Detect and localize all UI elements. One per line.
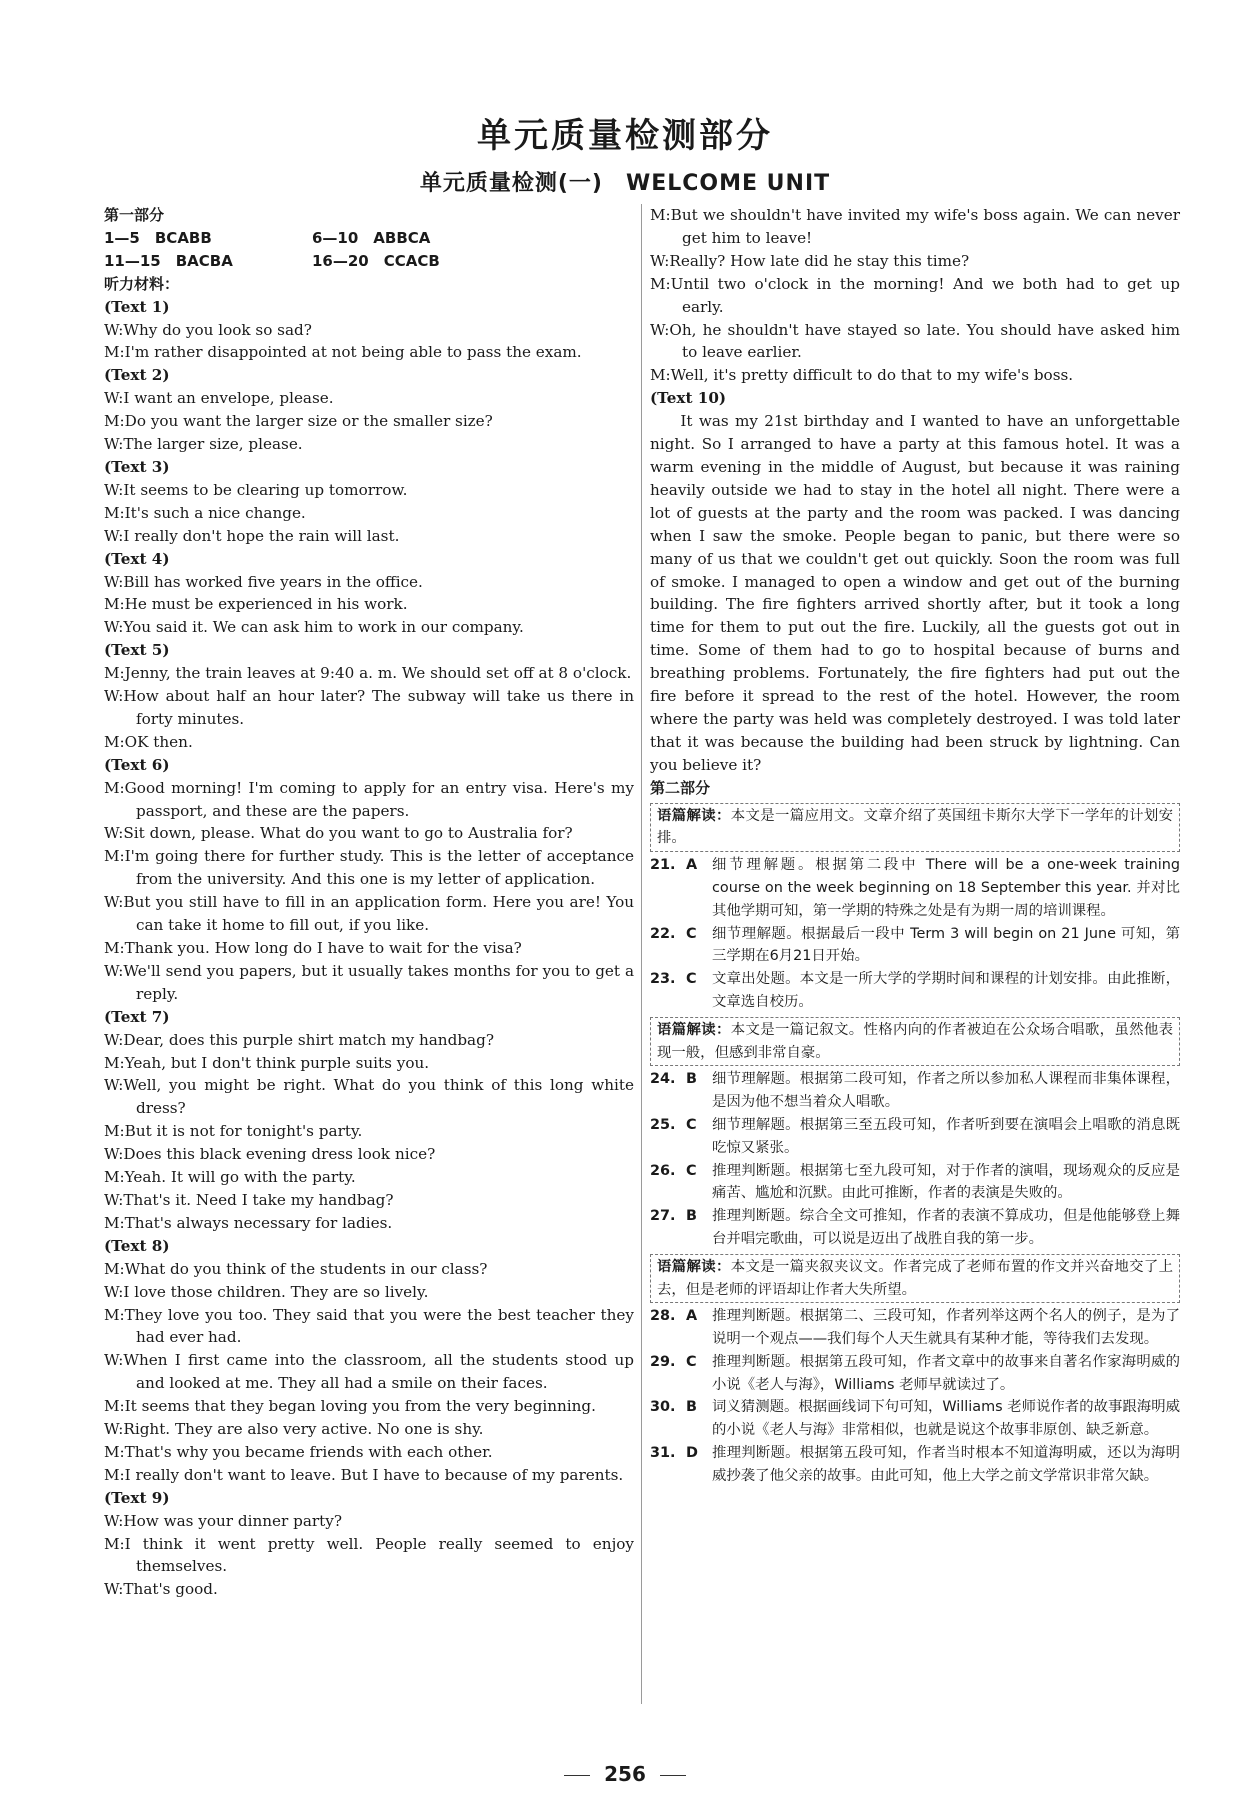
explanation: 词义猜测题。根据画线词下句可知，Williams 老师说作者的故事跟海明威的小说《老人与海》非常相似，也就是说这个故事非原创、缺乏新意。 <box>712 1399 1180 1439</box>
text-label: (Text 2) <box>104 366 170 385</box>
dialogue-line: M:It's such a nice change. <box>104 503 306 522</box>
summary-text: 本文是一篇夹叙夹议文。作者完成了老师布置的作文并兴奋地交了上去，但是老师的评语却让作者大失所望。 <box>657 1258 1173 1298</box>
page-number <box>0 1762 1250 1786</box>
dialogue-line: W:How about half an hour later? The subway will take us there in forty minutes. <box>104 687 634 728</box>
text-label: (Text 1) <box>104 297 170 316</box>
dialogue-line: W:How was your dinner party? <box>104 1511 342 1530</box>
dialogue-line: W:The larger size, please. <box>104 435 303 454</box>
dialogue-line: W:Really? How late did he stay this time? <box>650 251 970 270</box>
page-title: 单元质量检测部分 <box>477 116 773 156</box>
summary-text: 本文是一篇应用文。文章介绍了英国纽卡斯尔大学下一学年的计划安排。 <box>657 807 1173 847</box>
answer-letter: C <box>686 971 697 988</box>
question-number: 23. <box>650 971 676 988</box>
page-number-dash <box>564 1775 590 1776</box>
question-number: 27. <box>650 1208 676 1225</box>
answer-item <box>650 1160 1180 1206</box>
answer-item <box>650 923 1180 969</box>
question-number: 26. <box>650 1162 676 1179</box>
dialogue-line: W:I want an envelope, please. <box>104 389 334 408</box>
explanation: 文章出处题。本文是一所大学的学期时间和课程的计划安排。由此推断，文章选自校历。 <box>712 971 1180 1010</box>
dialogue-line: M:Good morning! I'm coming to apply for an entry visa. Here's my passport, and these are the papers. <box>104 778 634 820</box>
dialogue-line: M:OK then. <box>104 732 193 751</box>
dialogue-line: W:Dear, does this purple shirt match my handbag? <box>104 1030 494 1049</box>
text-label: (Text 4) <box>104 549 170 568</box>
dialogue-line: W:Does this black evening dress look nice? <box>104 1145 436 1164</box>
text-label: (Text 5) <box>104 641 170 660</box>
explanation: 细节理解题。根据第二段中 There will be a one-week training course on the week beginning on 18 September this year. 并对比其他学期可知，第一学期的特殊之处是有为期一周的培训课程。 <box>712 857 1180 919</box>
column-divider <box>641 204 642 1704</box>
answer-letter: D <box>686 1445 698 1462</box>
summary-label: 语篇解读： <box>657 1021 731 1038</box>
answer-letter: C <box>686 1116 697 1133</box>
dialogue-line: M:But we shouldn't have invited my wife's boss again. We can never get him to leave! <box>650 206 1180 247</box>
text-label: (Text 7) <box>104 1007 170 1026</box>
dialogue-line: W:I love those children. They are so lively. <box>104 1282 429 1301</box>
text-label: (Text 8) <box>104 1236 170 1255</box>
dialogue-line: M:What do you think of the students in our class? <box>104 1259 488 1278</box>
answer-item <box>650 1305 1180 1351</box>
text-label: (Text 9) <box>104 1488 170 1507</box>
explanation: 推理判断题。根据第五段可知，作者文章中的故事来自著名作家海明威的小说《老人与海》，Williams 老师早就读过了。 <box>712 1353 1180 1393</box>
answer-item <box>650 968 1180 1014</box>
dialogue-line: M:I'm rather disappointed at not being able to pass the exam. <box>104 343 582 362</box>
dialogue-line: M:It seems that they began loving you from the very beginning. <box>104 1397 596 1416</box>
page-number-dash <box>660 1775 686 1776</box>
answer-item <box>650 1068 1180 1114</box>
answer-letter: A <box>686 857 698 874</box>
answer-key: 1—5 BCABB <box>104 228 212 247</box>
explanation: 推理判断题。根据第二、三段可知，作者列举这两个名人的例子，是为了说明一个观点——我们每个人天生就具有某种才能，等待我们去发现。 <box>712 1308 1180 1348</box>
dialogue-line: M:Thank you. How long do I have to wait for the visa? <box>104 939 522 957</box>
dialogue-line: M:They love you too. They said that you were the best teacher they had ever had. <box>104 1305 634 1347</box>
answer-letter: B <box>686 1071 697 1088</box>
answer-key: 16—20 CCACB <box>312 251 440 270</box>
dialogue-line: W:Why do you look so sad? <box>104 320 312 339</box>
dialogue-line: M:Do you want the larger size or the smaller size? <box>104 412 493 431</box>
dialogue-line: W:We'll send you papers, but it usually takes months for you to get a reply. <box>104 961 634 1003</box>
summary-text: 本文是一篇记叙文。性格内向的作者被迫在公众场合唱歌，虽然他表现一般，但感到非常自豪。 <box>657 1021 1173 1061</box>
answer-letter: C <box>686 1162 697 1179</box>
dialogue-line: M:Jenny, the train leaves at 9:40 a. m. We should set off at 8 o'clock. <box>104 664 632 683</box>
question-number: 30. <box>650 1399 676 1416</box>
listening-passage: It was my 21st birthday and I wanted to have an unforgettable night. So I arranged to have a party at this famous hotel. It was a warm evening in the middle of August, but because it was raining heavily outside we had to stay in the hotel all night. There were a lot of guests at the party and the room was packed. I was dancing when I saw the smoke. People began to panic, but there were so many of us that we couldn't get out quickly. Soon the room was full of smoke. I managed to open a window and get out of the burning building. The fire fighters arrived shortly after, but it took a long time for them to put out the fire. Luckily, all the guests got out in time. Some of them had to go to hospital because of burns and breathing problems. Fortunately, the fire fighters had put out the fire before it spread to the rest of the hotel. However, the room where the party was held was completely destroyed. I was told later that it was because the building had been struck by lightning. Can you believe it? <box>650 412 1180 774</box>
dialogue-line: M:Yeah. It will go with the party. <box>104 1168 356 1187</box>
answer-key-row <box>104 227 634 250</box>
text-label: (Text 10) <box>650 389 727 408</box>
question-number: 21. <box>650 857 676 874</box>
explanation: 推理判断题。根据第五段可知，作者当时根本不知道海明威，还以为海明威抄袭了他父亲的故事。由此可知，他上大学之前文学常识非常欠缺。 <box>712 1445 1180 1484</box>
dialogue-line: M:Well, it's pretty difficult to do that to my wife's boss. <box>650 366 1074 385</box>
answer-letter: B <box>686 1208 697 1225</box>
dialogue-line: W:That's it. Need I take my handbag? <box>104 1190 394 1209</box>
explanation: 推理判断题。根据第七至九段可知，对于作者的演唱，现场观众的反应是痛苦、尴尬和沉默。由此可推断，作者的表演是失败的。 <box>712 1162 1180 1202</box>
dialogue-line: W:It seems to be clearing up tomorrow. <box>104 480 408 499</box>
question-number: 22. <box>650 925 676 942</box>
right-column <box>650 204 1180 1488</box>
question-number: 29. <box>650 1353 676 1370</box>
dialogue-line: M:He must be experienced in his work. <box>104 595 408 614</box>
passage-summary-box <box>650 803 1180 853</box>
answer-item <box>650 1114 1180 1160</box>
dialogue-line: M:Until two o'clock in the morning! And we both had to get up early. <box>650 274 1180 316</box>
unit-title: 单元质量检测(一) WELCOME UNIT <box>419 171 831 196</box>
question-number: 24. <box>650 1071 676 1088</box>
answer-letter: B <box>686 1399 697 1416</box>
passage-summary-box <box>650 1017 1180 1067</box>
explanation: 细节理解题。根据最后一段中 Term 3 will begin on 21 June 可知，第三学期在6月21日开始。 <box>712 925 1180 965</box>
answer-key-row <box>104 250 634 273</box>
answer-letter: C <box>686 925 697 942</box>
answer-key: 11—15 BACBA <box>104 251 233 270</box>
answer-item <box>650 854 1180 922</box>
text-label: (Text 6) <box>104 755 170 774</box>
passage-summary-box <box>650 1254 1180 1304</box>
dialogue-line: W:When I first came into the classroom, all the students stood up and looked at me. They all had a smile on their faces. <box>104 1351 634 1393</box>
dialogue-line: W:Sit down, please. What do you want to go to Australia for? <box>104 824 573 843</box>
dialogue-line: W:That's good. <box>104 1580 218 1599</box>
text-label: (Text 3) <box>104 457 170 476</box>
answer-item <box>650 1351 1180 1397</box>
dialogue-line: M:Yeah, but I don't think purple suits you. <box>104 1053 430 1072</box>
listening-heading: 听力材料： <box>104 274 180 293</box>
explanation: 细节理解题。根据第三至五段可知，作者听到要在演唱会上唱歌的消息既吃惊又紧张。 <box>712 1116 1180 1156</box>
answer-item <box>650 1396 1180 1442</box>
dialogue-line: M:I'm going there for further study. This is the letter of acceptance from the university. And this one is my letter of application. <box>104 847 634 889</box>
question-number: 28. <box>650 1308 676 1325</box>
dialogue-line: W:But you still have to fill in an application form. Here you are! You can take it home to fill out, if you like. <box>104 893 634 935</box>
summary-label: 语篇解读： <box>657 807 731 824</box>
answer-item <box>650 1205 1180 1251</box>
answer-key: 6—10 ABBCA <box>312 228 431 247</box>
dialogue-line: M:I really don't want to leave. But I have to because of my parents. <box>104 1465 624 1484</box>
part2-heading: 第二部分 <box>650 778 711 797</box>
dialogue-line: W:You said it. We can ask him to work in our company. <box>104 618 524 637</box>
explanation: 细节理解题。根据第二段可知，作者之所以参加私人课程而非集体课程，是因为他不想当着众人唱歌。 <box>712 1071 1180 1111</box>
summary-label: 语篇解读： <box>657 1258 731 1275</box>
answer-item <box>650 1442 1180 1488</box>
dialogue-line: W:I really don't hope the rain will last. <box>104 526 400 545</box>
dialogue-line: W:Bill has worked five years in the office. <box>104 572 423 591</box>
answer-letter: C <box>686 1353 697 1370</box>
dialogue-line: M:I think it went pretty well. People really seemed to enjoy themselves. <box>104 1534 634 1576</box>
part1-heading: 第一部分 <box>104 206 165 224</box>
dialogue-line: M:That's why you became friends with each other. <box>104 1442 493 1461</box>
dialogue-line: W:Well, you might be right. What do you think of this long white dress? <box>104 1076 634 1118</box>
left-column <box>104 204 634 1601</box>
dialogue-line: W:Right. They are also very active. No one is shy. <box>104 1420 484 1439</box>
question-number: 31. <box>650 1445 676 1462</box>
question-number: 25. <box>650 1116 676 1133</box>
dialogue-line: M:That's always necessary for ladies. <box>104 1213 393 1232</box>
dialogue-line: M:But it is not for tonight's party. <box>104 1122 363 1141</box>
answer-letter: A <box>686 1308 698 1325</box>
page-number-value: 256 <box>604 1762 646 1786</box>
dialogue-line: W:Oh, he shouldn't have stayed so late. You should have asked him to leave earlier. <box>650 320 1180 362</box>
explanation: 推理判断题。综合全文可推知，作者的表演不算成功，但是他能够登上舞台并唱完歌曲，可以说是迈出了战胜自我的第一步。 <box>712 1208 1180 1247</box>
